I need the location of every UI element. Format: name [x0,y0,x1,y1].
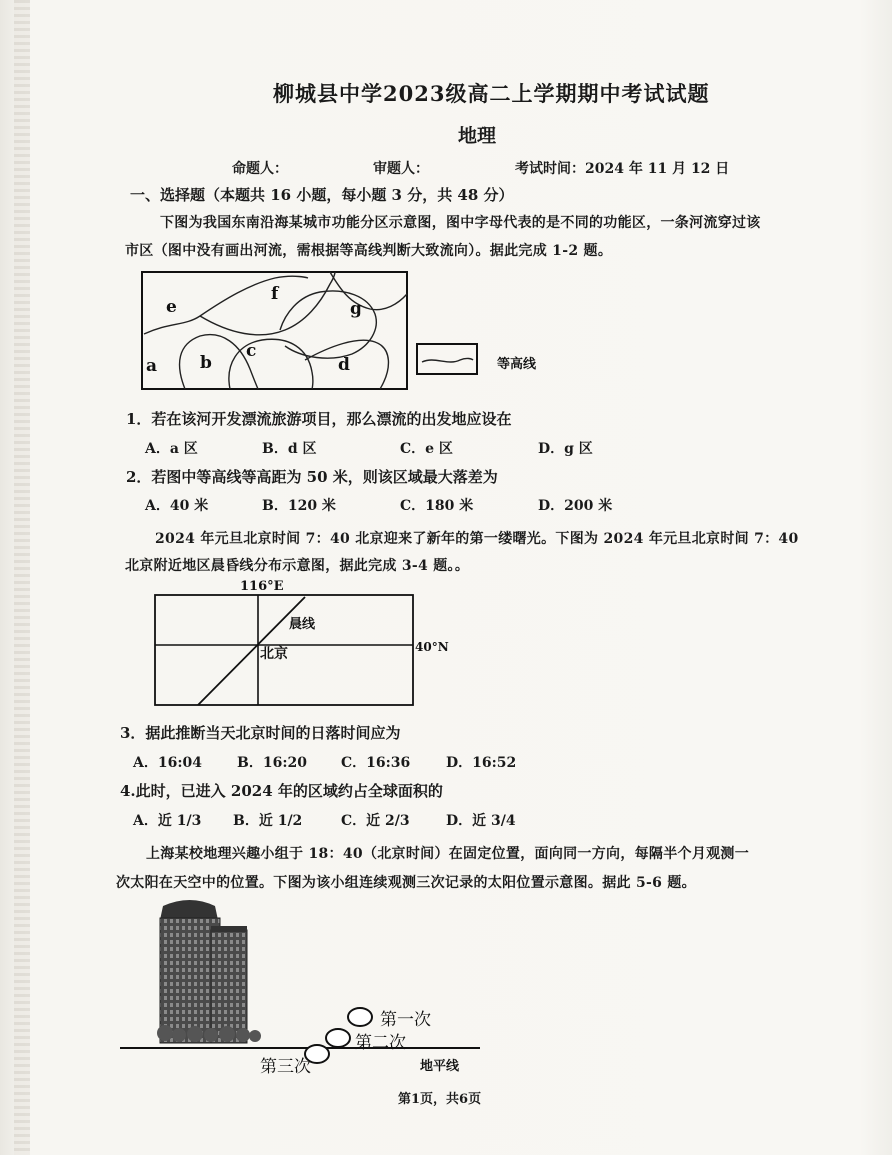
q4-option-b: B．近 1/2 [233,813,303,829]
q3-option-d: D．16:52 [446,755,517,771]
q4-option-c: C．近 2/3 [341,813,410,829]
page-number: 第1页，共6页 [398,1092,482,1107]
context2-line2: 北京附近地区晨昏线分布示意图，据此完成 3-4 题。。 [125,558,470,574]
reviewer-label: 审题人： [373,161,429,177]
q4-option-d: D．近 3/4 [446,813,516,829]
q2-option-d: D．200 米 [538,498,613,514]
figure-terminator [150,575,470,710]
label-e: e [166,297,177,317]
label-d: d [338,355,350,375]
context3-line2: 次太阳在天空中的位置。下图为该小组连续观测三次记录的太阳位置示意图。据此 5-6 题。 [116,875,696,891]
first-label: 第一次 [380,1010,431,1030]
building-illustration [157,900,261,1043]
context2-line1: 2024 年元旦北京时间 7：40 北京迎来了新年的第一缕曙光。下图为 2024 年元旦北京时间 7：40 [155,531,799,547]
q4-stem: 4.此时，已进入 2024 年的区域约占全球面积的 [120,782,443,800]
section-heading: 一、选择题（本题共 16 小题，每小题 3 分，共 48 分） [130,186,514,204]
legend-contour-sample [422,358,473,362]
longitude-label: 116°E [240,579,284,594]
sun-first [348,1008,372,1026]
legend-label: 等高线 [497,357,537,372]
q1-option-a: A．a 区 [145,441,198,457]
figure-city-zones [130,264,560,394]
q2-option-a: A．40 米 [145,498,209,514]
exam-title: 柳城县中学2023级高二上学期期中考试试题 [273,81,710,106]
label-g: g [350,299,362,319]
q3-option-a: A．16:04 [133,755,202,771]
binding-edge [14,0,30,1155]
q1-option-c: C．e 区 [400,441,453,457]
label-f: f [271,284,279,304]
horizon-label: 地平线 [420,1059,460,1074]
context1-line2: 市区（图中没有画出河流，需根据等高线判断大致流向）。据此完成 1-2 题。 [125,243,613,259]
q2-option-b: B．120 米 [262,498,336,514]
third-label: 第三次 [260,1057,311,1077]
q3-option-b: B．16:20 [237,755,307,771]
q1-option-b: B．d 区 [262,441,317,457]
context3-line1: 上海某校地理兴趣小组于 18：40（北京时间）在固定位置，面向同一方向，每隔半个月观测一 [146,846,750,862]
q2-stem: 2．若图中等高线等高距为 50 米，则该区域最大落差为 [126,468,498,486]
second-label: 第二次 [355,1033,406,1053]
q1-stem: 1．若在该河开发漂流旅游项目，那么漂流的出发地应设在 [126,410,512,428]
q4-option-a: A．近 1/3 [133,813,202,829]
label-c: c [246,341,257,361]
figure-sun-positions [115,890,495,1080]
setter-label: 命题人： [232,161,288,177]
label-a: a [146,356,158,376]
sun-second [326,1029,350,1047]
beijing-label: 北京 [260,646,288,662]
exam-time: 考试时间：2024 年 11 月 12 日 [515,161,730,177]
terminator-line [198,597,305,705]
context1-line1: 下图为我国东南沿海某城市功能分区示意图，图中字母代表的是不同的功能区，一条河流穿过该 [160,215,761,231]
q3-option-c: C．16:36 [341,755,411,771]
q3-stem: 3．据此推断当天北京时间的日落时间应为 [120,724,401,742]
q1-option-d: D．g 区 [538,441,593,457]
q2-option-c: C．180 米 [400,498,474,514]
label-b: b [200,353,212,373]
latitude-label: 40°N [415,640,449,654]
terminator-label: 晨线 [289,617,316,632]
subject-title: 地理 [458,125,497,147]
